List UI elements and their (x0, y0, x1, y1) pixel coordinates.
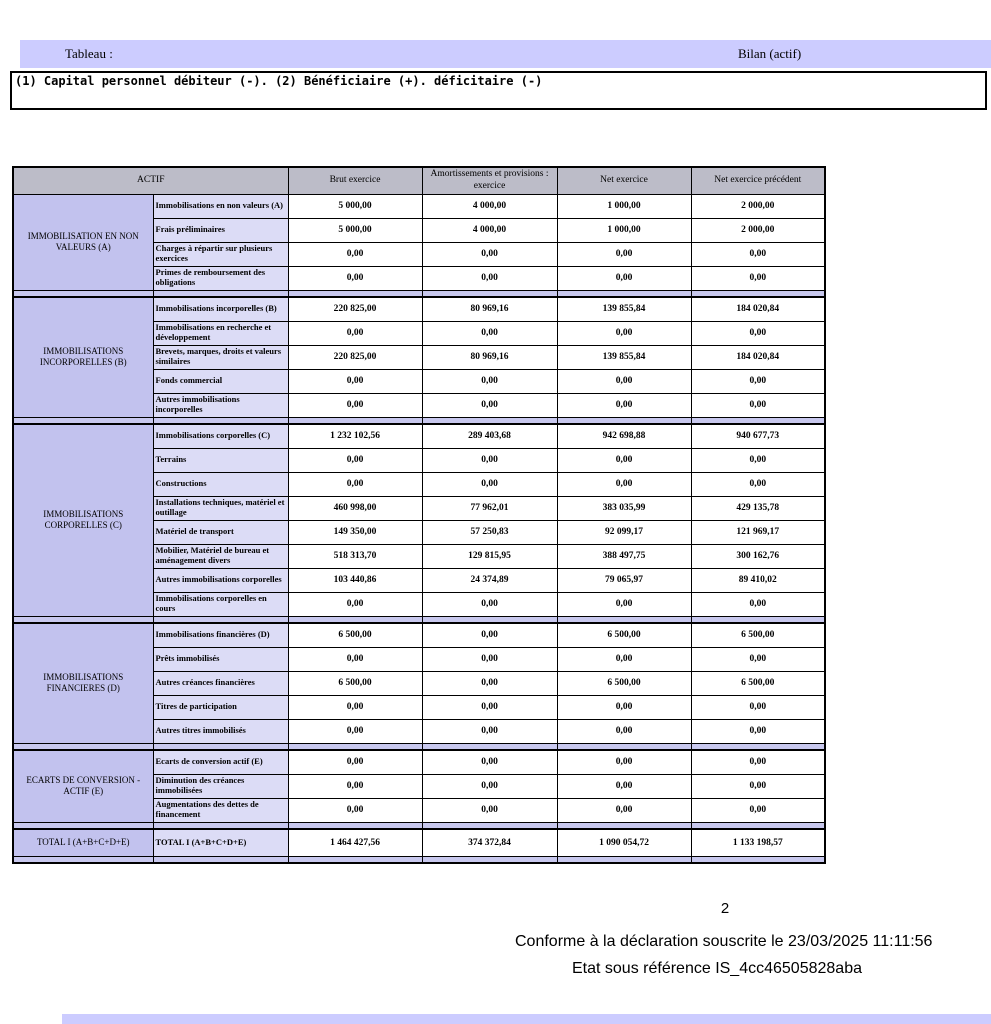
row-label-cell: Brevets, marques, droits et valeurs similaires (153, 345, 288, 369)
value-cell: 0,00 (557, 369, 691, 393)
value-cell: 103 440,86 (288, 568, 422, 592)
spacer-cell (288, 743, 422, 750)
value-cell: 0,00 (557, 472, 691, 496)
spacer-cell (288, 417, 422, 424)
value-cell: 220 825,00 (288, 297, 422, 321)
spacer-cell (422, 822, 557, 829)
footer-conformity-text: Conforme à la déclaration souscrite le 23/03/2025 11:11:56 (515, 933, 933, 950)
value-cell: 2 000,00 (691, 194, 825, 218)
value-cell: 0,00 (557, 695, 691, 719)
column-header-brut-exercice: Brut exercice (288, 167, 422, 194)
value-cell: 0,00 (691, 448, 825, 472)
spacer-cell (422, 856, 557, 863)
value-cell: 0,00 (557, 321, 691, 345)
value-cell: 429 135,78 (691, 496, 825, 520)
row-label-cell: Terrains (153, 448, 288, 472)
note-text: (1) Capital personnel débiteur (-). (2) Bénéficiaire (+). déficitaire (-) (15, 74, 543, 88)
value-cell: 6 500,00 (691, 671, 825, 695)
value-cell: 300 162,76 (691, 544, 825, 568)
value-cell: 0,00 (691, 592, 825, 616)
row-label-cell: Titres de participation (153, 695, 288, 719)
row-label-cell: Immobilisations financières (D) (153, 623, 288, 647)
value-cell: 0,00 (288, 719, 422, 743)
value-cell: 0,00 (557, 242, 691, 266)
group-label-cell: ECARTS DE CONVERSION - ACTIF (E) (13, 750, 153, 822)
row-label-cell: Autres créances financières (153, 671, 288, 695)
value-cell: 6 500,00 (557, 671, 691, 695)
value-cell: 0,00 (288, 266, 422, 290)
group-label-cell: IMMOBILISATIONS FINANCIERES (D) (13, 623, 153, 743)
value-cell: 0,00 (557, 719, 691, 743)
group-label-cell: IMMOBILISATIONS CORPORELLES (C) (13, 424, 153, 616)
value-cell: 0,00 (422, 448, 557, 472)
spacer-cell (691, 417, 825, 424)
row-label-cell: Fonds commercial (153, 369, 288, 393)
row-label-cell: Immobilisations corporelles (C) (153, 424, 288, 448)
page-number: 2 (720, 900, 730, 917)
value-cell: 0,00 (422, 592, 557, 616)
value-cell: 80 969,16 (422, 345, 557, 369)
group-spacer-row (13, 616, 825, 623)
value-cell: 0,00 (422, 321, 557, 345)
value-cell: 0,00 (557, 448, 691, 472)
balance-table-body (13, 194, 825, 863)
value-cell: 139 855,84 (557, 345, 691, 369)
spacer-cell (13, 822, 153, 829)
value-cell: 1 000,00 (557, 194, 691, 218)
value-cell: 0,00 (288, 695, 422, 719)
value-cell: 0,00 (691, 242, 825, 266)
table-row (13, 424, 825, 448)
spacer-cell (557, 743, 691, 750)
value-cell: 942 698,88 (557, 424, 691, 448)
spacer-cell (13, 743, 153, 750)
column-header-net-exercice-precedent: Net exercice précédent (691, 167, 825, 194)
value-cell: 129 815,95 (422, 544, 557, 568)
value-cell: 0,00 (557, 393, 691, 417)
spacer-cell (153, 856, 288, 863)
spacer-cell (557, 417, 691, 424)
spacer-cell (288, 290, 422, 297)
value-cell: 0,00 (691, 719, 825, 743)
value-cell: 383 035,99 (557, 496, 691, 520)
spacer-cell (153, 290, 288, 297)
bottom-page-bar (62, 1014, 991, 1024)
value-cell: 1 133 198,57 (691, 829, 825, 856)
value-cell: 77 962,01 (422, 496, 557, 520)
spacer-cell (422, 290, 557, 297)
row-label-cell: Prêts immobilisés (153, 647, 288, 671)
spacer-cell (13, 616, 153, 623)
spacer-cell (691, 743, 825, 750)
group-label-cell: IMMOBILISATIONS INCORPORELLES (B) (13, 297, 153, 417)
value-cell: 374 372,84 (422, 829, 557, 856)
row-label-cell: Frais préliminaires (153, 218, 288, 242)
value-cell: 0,00 (288, 321, 422, 345)
row-label-cell: Autres titres immobilisés (153, 719, 288, 743)
value-cell: 0,00 (288, 448, 422, 472)
row-label-cell: Immobilisations en recherche et développement (153, 321, 288, 345)
value-cell: 139 855,84 (557, 297, 691, 321)
value-cell: 0,00 (691, 472, 825, 496)
value-cell: 0,00 (422, 393, 557, 417)
value-cell: 0,00 (288, 647, 422, 671)
row-label-cell: TOTAL I (A+B+C+D+E) (153, 829, 288, 856)
group-spacer-row (13, 822, 825, 829)
column-header-actif: ACTIF (13, 167, 288, 194)
value-cell: 0,00 (422, 472, 557, 496)
column-header-net-exercice: Net exercice (557, 167, 691, 194)
row-label-cell: Constructions (153, 472, 288, 496)
footer-reference-text: Etat sous référence IS_4cc46505828aba (572, 960, 862, 977)
value-cell: 0,00 (288, 774, 422, 798)
spacer-cell (13, 290, 153, 297)
value-cell: 57 250,83 (422, 520, 557, 544)
value-cell: 0,00 (691, 369, 825, 393)
value-cell: 80 969,16 (422, 297, 557, 321)
value-cell: 6 500,00 (288, 623, 422, 647)
value-cell: 220 825,00 (288, 345, 422, 369)
value-cell: 0,00 (288, 242, 422, 266)
group-label-cell: IMMOBILISATION EN NON VALEURS (A) (13, 194, 153, 290)
value-cell: 0,00 (691, 266, 825, 290)
table-row (13, 829, 825, 856)
spacer-cell (691, 822, 825, 829)
spacer-cell (691, 856, 825, 863)
value-cell: 0,00 (288, 472, 422, 496)
value-cell: 0,00 (691, 647, 825, 671)
value-cell: 0,00 (422, 750, 557, 774)
value-cell: 0,00 (691, 321, 825, 345)
value-cell: 0,00 (422, 266, 557, 290)
value-cell: 0,00 (557, 266, 691, 290)
value-cell: 0,00 (691, 750, 825, 774)
spacer-cell (557, 822, 691, 829)
value-cell: 0,00 (691, 798, 825, 822)
row-label-cell: Autres immobilisations incorporelles (153, 393, 288, 417)
value-cell: 24 374,89 (422, 568, 557, 592)
value-cell: 0,00 (422, 798, 557, 822)
value-cell: 0,00 (288, 592, 422, 616)
value-cell: 0,00 (422, 369, 557, 393)
row-label-cell: Primes de remboursement des obligations (153, 266, 288, 290)
row-label-cell: Immobilisations corporelles en cours (153, 592, 288, 616)
value-cell: 0,00 (691, 695, 825, 719)
table-row (13, 297, 825, 321)
value-cell: 6 500,00 (557, 623, 691, 647)
row-label-cell: Charges à répartir sur plusieurs exercices (153, 242, 288, 266)
spacer-cell (153, 616, 288, 623)
note-box (10, 71, 987, 110)
group-spacer-row (13, 417, 825, 424)
spacer-cell (691, 290, 825, 297)
value-cell: 0,00 (422, 719, 557, 743)
table-row (13, 750, 825, 774)
spacer-cell (422, 417, 557, 424)
value-cell: 0,00 (422, 242, 557, 266)
value-cell: 0,00 (422, 647, 557, 671)
row-label-cell: Immobilisations en non valeurs (A) (153, 194, 288, 218)
value-cell: 121 969,17 (691, 520, 825, 544)
spacer-cell (288, 856, 422, 863)
spacer-cell (557, 856, 691, 863)
group-label-cell: TOTAL I (A+B+C+D+E) (13, 829, 153, 856)
value-cell: 0,00 (288, 798, 422, 822)
spacer-cell (153, 822, 288, 829)
value-cell: 0,00 (557, 774, 691, 798)
column-header-amortissements: Amortissements et provisions : exercice (422, 167, 557, 194)
spacer-cell (288, 616, 422, 623)
spacer-cell (153, 743, 288, 750)
spacer-cell (422, 616, 557, 623)
table-row (13, 623, 825, 647)
value-cell: 5 000,00 (288, 218, 422, 242)
document-header-bar (20, 40, 991, 68)
value-cell: 5 000,00 (288, 194, 422, 218)
group-spacer-row (13, 856, 825, 863)
value-cell: 79 065,97 (557, 568, 691, 592)
row-label-cell: Matériel de transport (153, 520, 288, 544)
value-cell: 92 099,17 (557, 520, 691, 544)
row-label-cell: Augmentations des dettes de financement (153, 798, 288, 822)
value-cell: 1 232 102,56 (288, 424, 422, 448)
row-label-cell: Diminution des créances immobilisées (153, 774, 288, 798)
value-cell: 0,00 (422, 695, 557, 719)
value-cell: 6 500,00 (691, 623, 825, 647)
spacer-cell (153, 417, 288, 424)
value-cell: 4 000,00 (422, 194, 557, 218)
group-spacer-row (13, 743, 825, 750)
value-cell: 0,00 (557, 798, 691, 822)
balance-sheet-table (12, 166, 826, 864)
value-cell: 2 000,00 (691, 218, 825, 242)
value-cell: 0,00 (557, 647, 691, 671)
spacer-cell (422, 743, 557, 750)
value-cell: 0,00 (557, 592, 691, 616)
table-row (13, 194, 825, 218)
group-spacer-row (13, 290, 825, 297)
row-label-cell: Immobilisations incorporelles (B) (153, 297, 288, 321)
value-cell: 149 350,00 (288, 520, 422, 544)
value-cell: 1 090 054,72 (557, 829, 691, 856)
value-cell: 4 000,00 (422, 218, 557, 242)
value-cell: 289 403,68 (422, 424, 557, 448)
value-cell: 1 464 427,56 (288, 829, 422, 856)
spacer-cell (13, 417, 153, 424)
value-cell: 0,00 (422, 623, 557, 647)
row-label-cell: Ecarts de conversion actif (E) (153, 750, 288, 774)
value-cell: 184 020,84 (691, 297, 825, 321)
value-cell: 0,00 (691, 774, 825, 798)
value-cell: 89 410,02 (691, 568, 825, 592)
row-label-cell: Mobilier, Matériel de bureau et aménagement divers (153, 544, 288, 568)
spacer-cell (13, 856, 153, 863)
table-header-row (13, 167, 825, 194)
value-cell: 0,00 (691, 393, 825, 417)
row-label-cell: Installations techniques, matériel et outillage (153, 496, 288, 520)
value-cell: 388 497,75 (557, 544, 691, 568)
value-cell: 460 998,00 (288, 496, 422, 520)
value-cell: 940 677,73 (691, 424, 825, 448)
spacer-cell (557, 290, 691, 297)
bilan-actif-title: Bilan (actif) (738, 46, 802, 61)
value-cell: 0,00 (422, 671, 557, 695)
value-cell: 0,00 (422, 774, 557, 798)
value-cell: 184 020,84 (691, 345, 825, 369)
value-cell: 0,00 (288, 369, 422, 393)
spacer-cell (557, 616, 691, 623)
row-label-cell: Autres immobilisations corporelles (153, 568, 288, 592)
value-cell: 1 000,00 (557, 218, 691, 242)
value-cell: 0,00 (557, 750, 691, 774)
value-cell: 0,00 (288, 393, 422, 417)
value-cell: 518 313,70 (288, 544, 422, 568)
spacer-cell (288, 822, 422, 829)
value-cell: 6 500,00 (288, 671, 422, 695)
spacer-cell (691, 616, 825, 623)
value-cell: 0,00 (288, 750, 422, 774)
tableau-label: Tableau : (65, 46, 113, 61)
